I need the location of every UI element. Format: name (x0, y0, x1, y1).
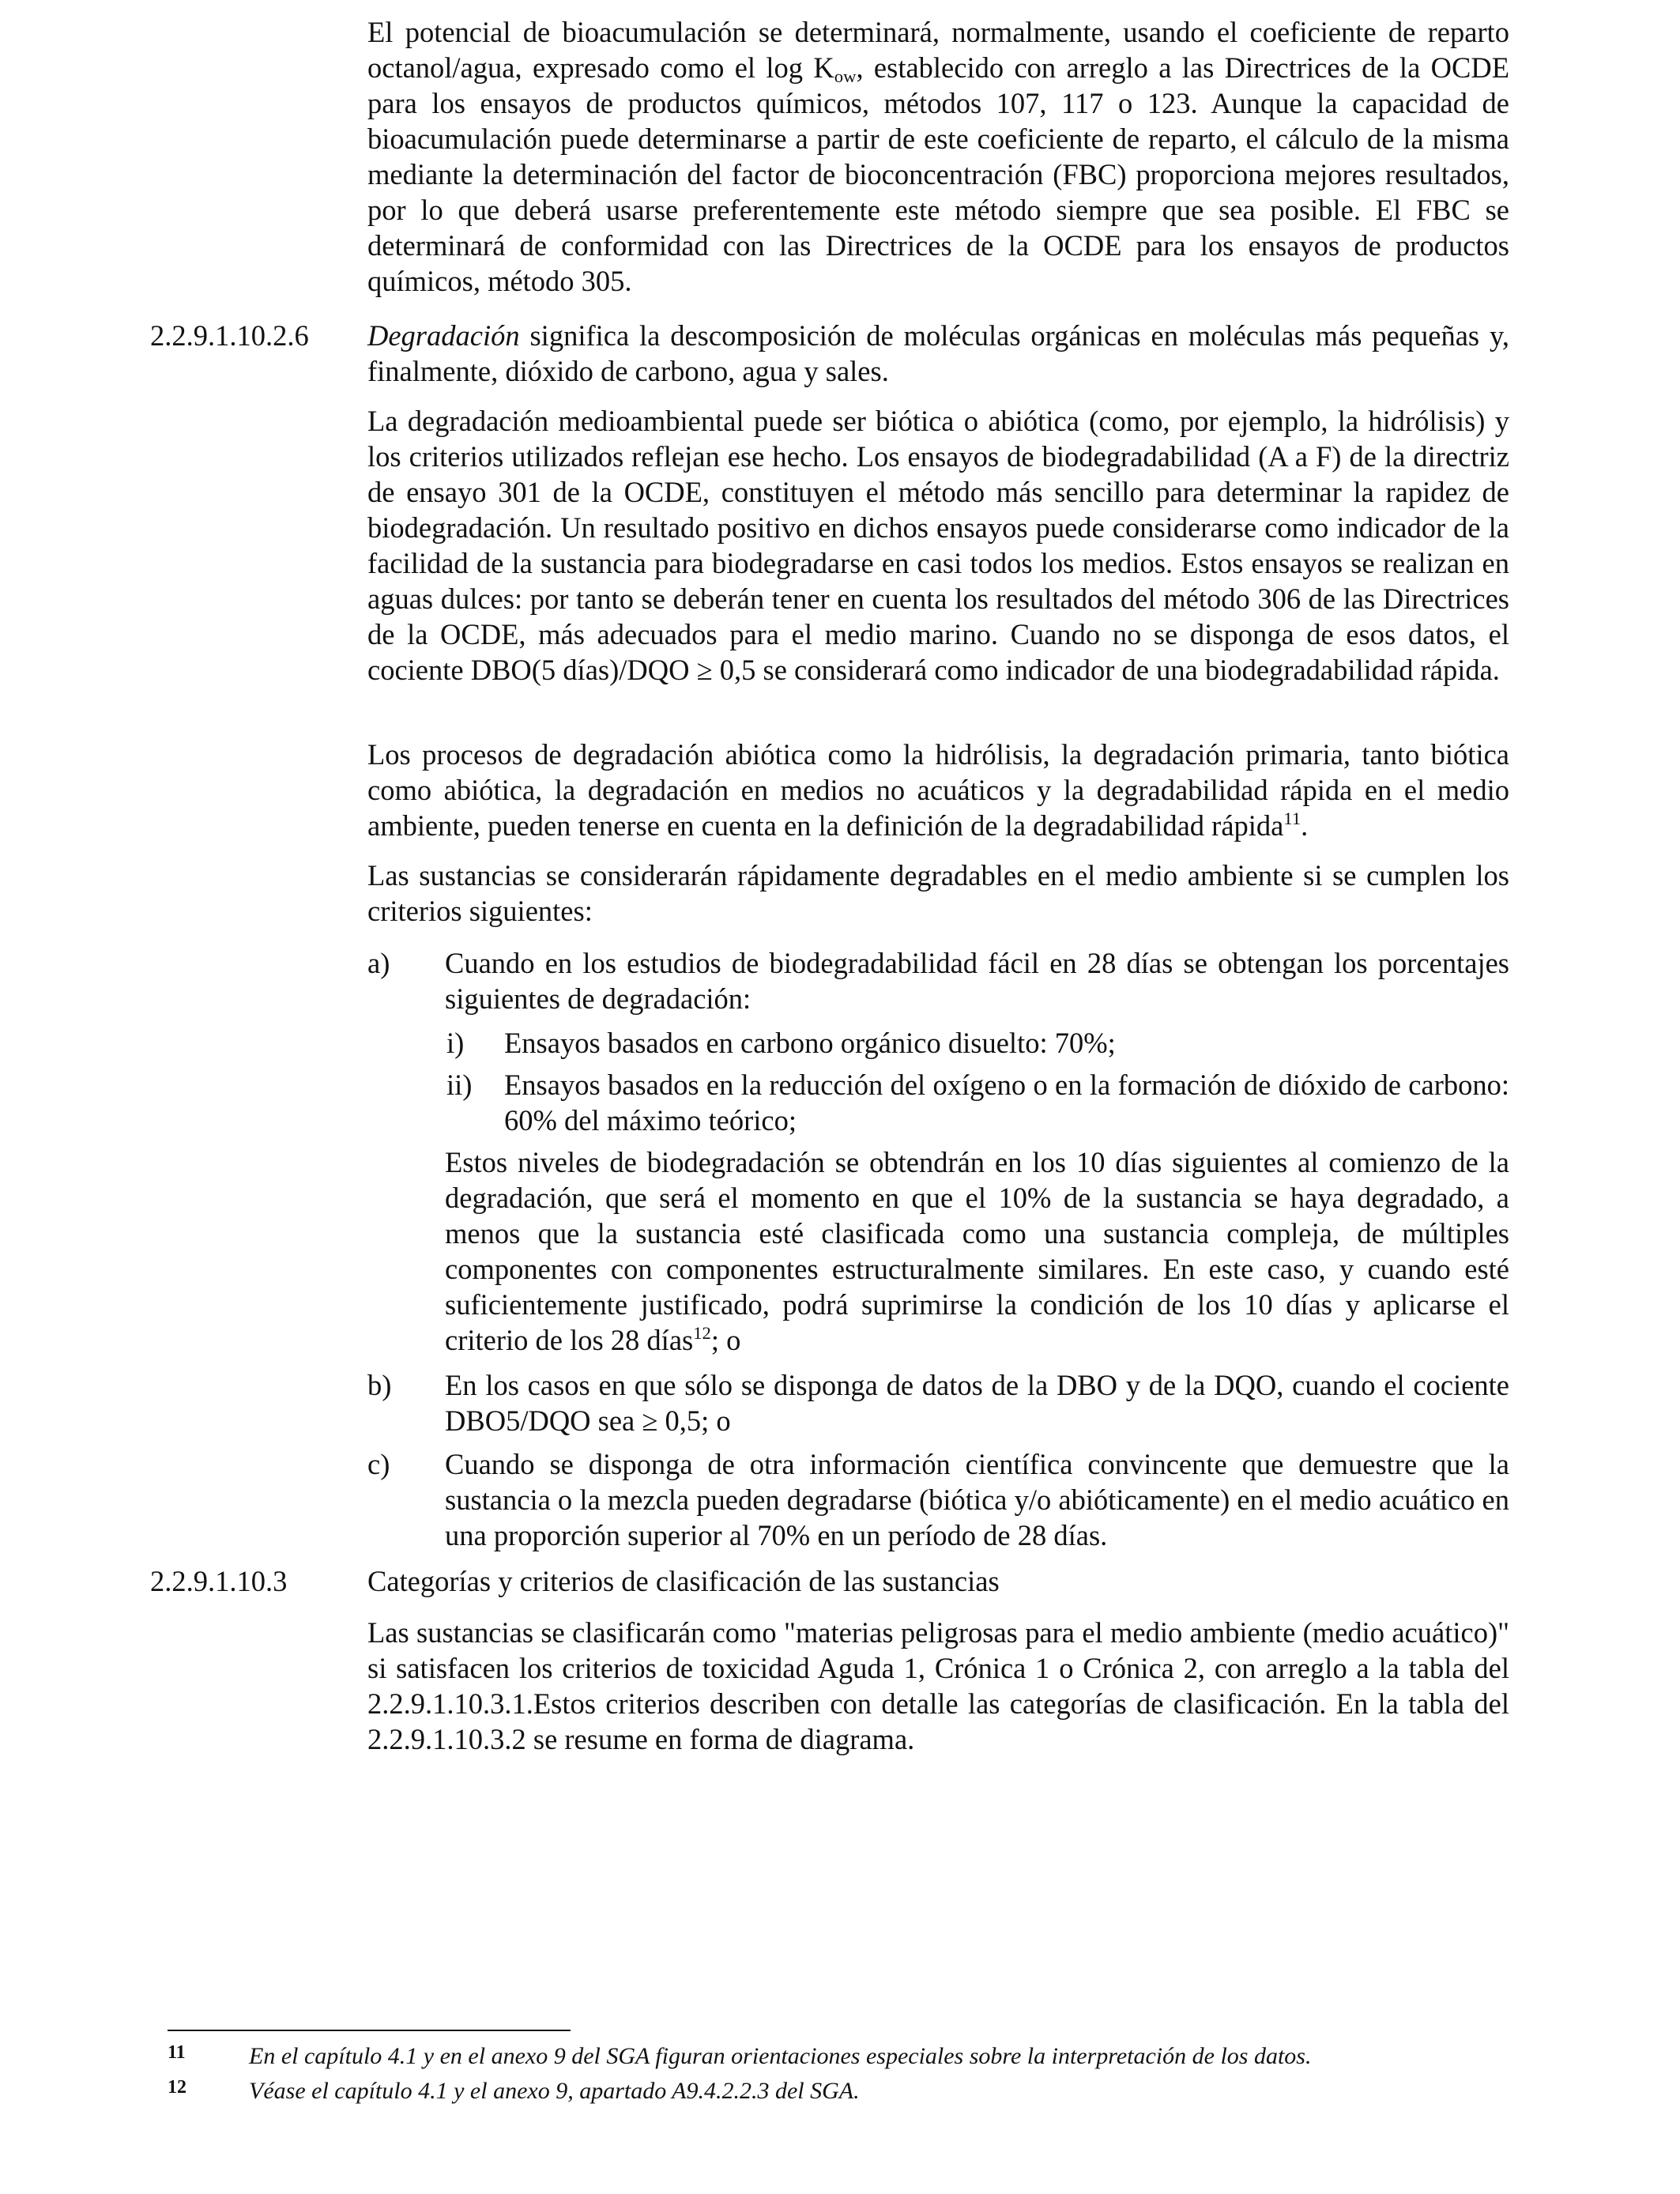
footnote-number-11: 11 (168, 2042, 186, 2063)
paragraph-niveles-biodegradacion (445, 1144, 1509, 1358)
list-marker-c: c) (367, 1448, 390, 1480)
list-item-ii: Ensayos basados en la reducción del oxígeno o en la formación de dióxido de carbono: 60% del máximo teórico; (504, 1069, 1509, 1137)
defined-term: Degradación (367, 319, 520, 352)
list-item-b: En los casos en que sólo se disponga de datos de la DBO y de la DQO, cuando el cociente DBO5/DQO sea ≥ 0,5; o (445, 1369, 1509, 1437)
paragraph-text: , establecido con arreglo a las Directrices de la OCDE para los ensayos de productos químicos, métodos 107, 117 o 123. Aunque la capacidad de bioacumulación puede determinarse a partir de este coeficiente de reparto, el cálculo de la misma mediante la determinación del factor de bioconcentración (FBC) proporciona mejores resultados, por lo que deberá usarse preferentemente este método siempre que sea posible. El FBC se determinará de conformidad con las Directrices de la OCDE para los ensayos de productos químicos, método 305. (367, 51, 1509, 297)
list-marker-b: b) (367, 1369, 392, 1401)
footnote-number-12: 12 (168, 2077, 186, 2098)
paragraph-procesos-abioticos (367, 737, 1509, 843)
list-item-i: Ensayos basados en carbono orgánico disuelto: 70%; (504, 1027, 1116, 1059)
footnote-11: En el capítulo 4.1 y en el anexo 9 del SGA figuran orientaciones especiales sobre la interpretación de los datos. (249, 2043, 1312, 2069)
list-marker-a: a) (367, 947, 390, 979)
definition-degradacion (367, 318, 1509, 389)
punctuation: . (1301, 809, 1309, 842)
paragraph-clasificacion: Las sustancias se clasificarán como "materias peligrosas para el medio ambiente (medio acuático)" si satisfacen los criterios de toxicidad Aguda 1, Crónica 1 o Crónica 2, con arreglo a la tabla del 2.2.9.1.10.3.1.Estos criterios describen con detalle las categorías de clasificación. En la tabla del 2.2.9.1.10.3.2 se resume en forma de diagrama. (367, 1616, 1509, 1755)
list-item-a: Cuando en los estudios de biodegradabilidad fácil en 28 días se obtengan los porcentajes siguientes de degradación: (445, 947, 1509, 1015)
paragraph-criterios-intro: Las sustancias se considerarán rápidamente degradables en el medio ambiente si se cumplen los criterios siguientes: (367, 859, 1509, 927)
paragraph-bioacumulacion (367, 14, 1509, 299)
definition-text: significa la descomposición de moléculas orgánicas en moléculas más pequeñas y, finalmente, dióxido de carbono, agua y sales. (367, 319, 1509, 387)
list-marker-ii: ii) (446, 1069, 473, 1101)
footnote-ref-11[interactable]: 11 (1283, 809, 1301, 828)
list-item-c: Cuando se disponga de otra información científica convincente que demuestre que la sustancia o la mezcla pueden degradarse (biótica y/o abióticamente) en el medio acuático en una proporción superior al 70% en un período de 28 días. (445, 1448, 1509, 1551)
paragraph-text: Los procesos de degradación abiótica como la hidrólisis, la degradación primaria, tanto biótica como abiótica, la degradación en medios no acuáticos y la degradabilidad rápida en el medio ambiente, pueden tenerse en cuenta en la definición de la degradabilidad rápida (367, 738, 1509, 842)
section-number: 2.2.9.1.10.3 (150, 1565, 288, 1597)
subscript-ow: ow (834, 66, 857, 86)
footnote-12: Véase el capítulo 4.1 y el anexo 9, apartado A9.4.2.2.3 del SGA. (249, 2078, 860, 2104)
footnote-separator (168, 2030, 571, 2031)
punctuation: ; o (710, 1324, 741, 1356)
section-number: 2.2.9.1.10.2.6 (150, 319, 309, 352)
paragraph-text: Estos niveles de biodegradación se obtendrán en los 10 días siguientes al comienzo de la degradación, que será el momento en que el 10% de la sustancia se haya degradado, a menos que la sustancia esté clasificada como una sustancia compleja, de múltiples componentes con componentes estructuralmente similares. En este caso, y cuando esté suficientemente justificado, podrá suprimirse la condición de los 10 días y aplicarse el criterio de los 28 días (445, 1146, 1509, 1356)
paragraph-degradacion-medioambiental: La degradación medioambiental puede ser biótica o abiótica (como, por ejemplo, la hidrólisis) y los criterios utilizados reflejan ese hecho. Los ensayos de biodegradabilidad (A a F) de la directriz de ensayo 301 de la OCDE, constituyen el método más sencillo para determinar la rapidez de biodegradación. Un resultado positivo en dichos ensayos puede considerarse como indicador de la facilidad de la sustancia para biodegradarse en casi todos los medios. Estos ensayos se realizan en aguas dulces: por tanto se deberán tener en cuenta los resultados del método 306 de las Directrices de la OCDE, más adecuados para el medio marino. Cuando no se disponga de esos datos, el cociente DBO(5 días)/DQO ≥ 0,5 se considerará como indicador de una biodegradabilidad rápida. (367, 405, 1509, 686)
footnote-ref-12[interactable]: 12 (693, 1323, 711, 1343)
section-title: Categorías y criterios de clasificación de las sustancias (367, 1565, 1000, 1597)
paragraph-text: El potencial de bioacumulación se determinará, normalmente, usando el coeficiente de reparto octanol/agua, expresado como el log K (367, 16, 1509, 84)
list-marker-i: i) (446, 1027, 465, 1059)
